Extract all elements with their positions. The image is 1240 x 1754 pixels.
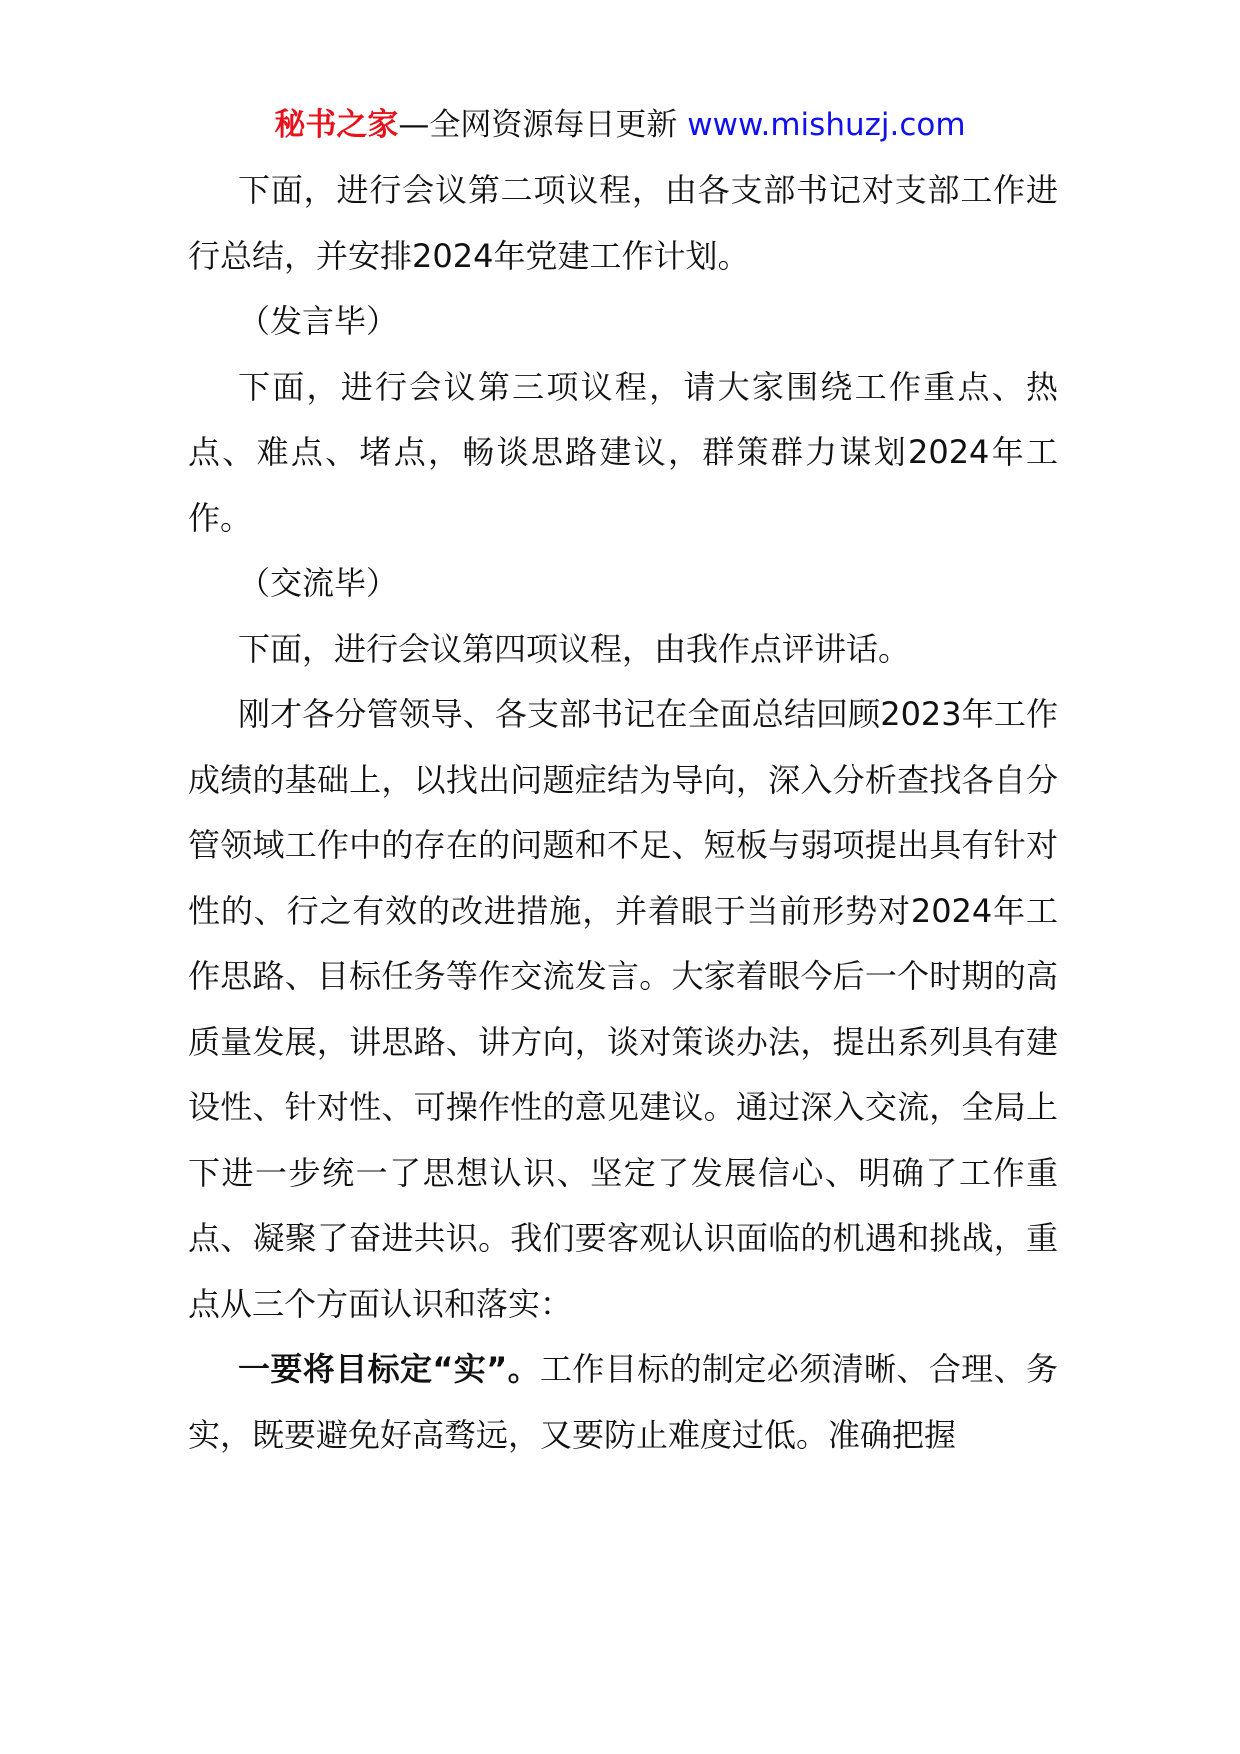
paragraph-exchange-end: （交流毕） [238,564,399,602]
page-header [0,100,1240,150]
paragraph-agenda-2: 下面，进行会议第二项议程，由各支部书记对支部工作进行总结，并安排2024年党建工作计划。 [188,171,1058,275]
paragraph-agenda-4: 下面，进行会议第四项议程，由我作点评讲话。 [238,629,911,668]
point-one-heading: 一要将目标定“实”。 [238,1350,541,1388]
paragraph-agenda-3: 下面，进行会议第三项议程，请大家围绕工作重点、热点、难点、堵点，畅谈思路建议，群策群力谋划2024年工作。 [188,367,1058,537]
document-body [188,158,1058,1468]
point-one-text: 工作目标的制定必须清晰、合理、务实，既要避免好高骛远，又要防止难度过低。准确把握 [188,1350,1058,1454]
paragraph-point-one [188,1337,1058,1468]
website-link[interactable]: www.mishuzj.com [687,107,966,143]
paragraph-review: 刚才各分管领导、各支部书记在全面总结回顾2023年工作成绩的基础上，以找出问题症结为导向，深入分析查找各自分管领域工作中的存在的问题和不足、短板与弱项提出具有针对性的、行之有效的改进措施，并着眼于当前形势对2024年工作思路、目标任务等作交流发言。大家着眼今后一个时期的高质量发展，讲思路、讲方向，谈对策谈办法，提出系列具有建设性、针对性、可操作性的意见建议。通过深入交流，全局上下进一步统一了思想认识、坚定了发展信心、明确了工作重点、凝聚了奋进共识。我们要客观认识面临的机遇和挑战，重点从三个方面认识和落实： [188,695,1058,1323]
paragraph-speech-end: （发言毕） [238,302,399,340]
header-tagline: —全网资源每日更新 [398,107,688,143]
brand-name: 秘书之家 [274,107,399,143]
